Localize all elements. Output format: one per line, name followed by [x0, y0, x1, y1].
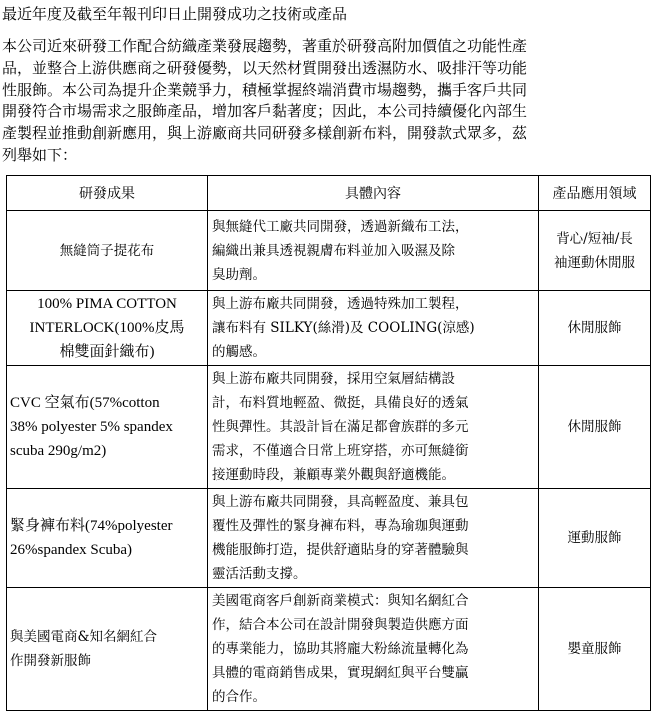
content-line: 讓布料有 SILKY(絲滑)及 COOLING(涼感)	[212, 320, 475, 336]
table-row	[7, 291, 651, 366]
content-cell	[208, 211, 539, 291]
result-text: 26%spandex Scuba)	[10, 542, 133, 558]
result-text: 緊身褲布料(74%polyester	[10, 518, 173, 534]
application-text: 運動服飾	[567, 530, 622, 546]
result-cell	[7, 588, 208, 711]
content-line: 作，結合本公司在設計開發與製造供應方面	[212, 617, 469, 633]
content-line: 的合作。	[212, 689, 266, 705]
application-cell	[539, 211, 651, 291]
result-text: scuba 290g/m2)	[10, 443, 107, 459]
content-line: 臭助劑。	[212, 266, 266, 283]
intro-line: 產製程並推動創新應用，與上游廠商共同研發多樣創新布料，開發款式眾多，茲	[2, 124, 528, 143]
header-result: 研發成果	[7, 176, 208, 211]
result-text: 作開發新服飾	[10, 653, 91, 669]
result-text: 100% PIMA COTTON	[37, 296, 177, 312]
intro-line: 品，並整合上游供應商之研發優勢，以天然材質開發出透濕防水、吸排汗等功能	[2, 58, 528, 77]
intro-line: 列舉如下：	[2, 145, 78, 164]
content-cell	[208, 366, 539, 489]
header-content: 具體內容	[208, 176, 539, 211]
content-line: 接運動時段，兼顧專業外觀與舒適機能。	[212, 467, 455, 483]
content-line: 計，布料質地輕盈、微挺，具備良好的透氣	[212, 395, 469, 411]
application-text: 嬰童服飾	[567, 641, 622, 657]
content-line: 需求，不僅適合日常上班穿搭，亦可無縫銜	[212, 443, 469, 459]
header-application: 產品應用領域	[539, 176, 651, 211]
application-cell	[539, 588, 651, 711]
result-cell	[7, 489, 208, 588]
content-line: 美國電商客戶創新商業模式：與知名網紅合	[212, 593, 469, 609]
content-cell	[208, 489, 539, 588]
application-text: 休閒服飾	[567, 320, 622, 336]
content-line: 與無縫代工廠共同開發，透過新織布工法，	[212, 218, 469, 235]
content-line: 與上游布廠共同開發，採用空氣層結構設	[212, 371, 455, 387]
intro-paragraph	[2, 36, 654, 167]
table-row	[7, 211, 651, 291]
table-row	[7, 489, 651, 588]
application-cell	[539, 489, 651, 588]
content-line: 與上游布廠共同開發，具高輕盈度、兼具包	[212, 494, 469, 510]
content-line: 與上游布廠共同開發，透過特殊加工製程，	[212, 296, 469, 312]
result-text: CVC 空氣布(57%cotton	[10, 395, 160, 411]
intro-line: 性服飾。本公司為提升企業競爭力，積極掌握終端消費市場趨勢，攜手客戶共同	[2, 80, 528, 99]
result-cell	[7, 211, 208, 291]
content-line: 的觸感。	[212, 344, 266, 360]
content-line: 機能服飾打造，提供舒適貼身的穿著體驗與	[212, 542, 469, 558]
content-line: 編織出兼具透視親膚布料並加入吸濕及除	[212, 242, 455, 259]
table-row	[7, 588, 651, 711]
application-text: 背心/短袖/長	[556, 230, 633, 247]
content-line: 具體的電商銷售成果，實現網紅與平台雙贏	[212, 665, 469, 681]
result-cell	[7, 366, 208, 489]
table-header-row	[7, 176, 651, 211]
result-cell	[7, 291, 208, 366]
intro-line: 本公司近來研發工作配合紡織產業發展趨勢，著重於研發高附加價值之功能性產	[2, 37, 528, 55]
result-text: INTERLOCK(100%皮馬	[29, 320, 185, 336]
result-text: 棉雙面針織布)	[59, 344, 155, 360]
result-text: 與美國電商&知名網紅合	[10, 629, 158, 645]
content-cell	[208, 291, 539, 366]
application-cell	[539, 291, 651, 366]
result-text: 無縫筒子提花布	[59, 242, 155, 259]
result-text: 38% polyester 5% spandex	[10, 419, 173, 435]
section-heading: 最近年度及截至年報刊印日止開發成功之技術或產品	[2, 5, 348, 23]
table-row	[7, 366, 651, 489]
content-line: 性與彈性。其設計旨在滿足都會族群的多元	[212, 419, 469, 435]
content-line: 的專業能力，協助其將龐大粉絲流量轉化為	[212, 641, 469, 657]
content-line: 靈活活動支撐。	[212, 566, 307, 582]
application-text: 休閒服飾	[567, 419, 622, 435]
content-line: 覆性及彈性的緊身褲布料，專為瑜珈與運動	[212, 518, 469, 534]
application-text: 袖運動休閒服	[554, 254, 635, 271]
intro-line: 開發符合市場需求之服飾產品，增加客戶黏著度；因此，本公司持續優化內部生	[2, 102, 528, 121]
application-cell	[539, 366, 651, 489]
rd-results-table	[6, 175, 651, 711]
content-cell	[208, 588, 539, 711]
